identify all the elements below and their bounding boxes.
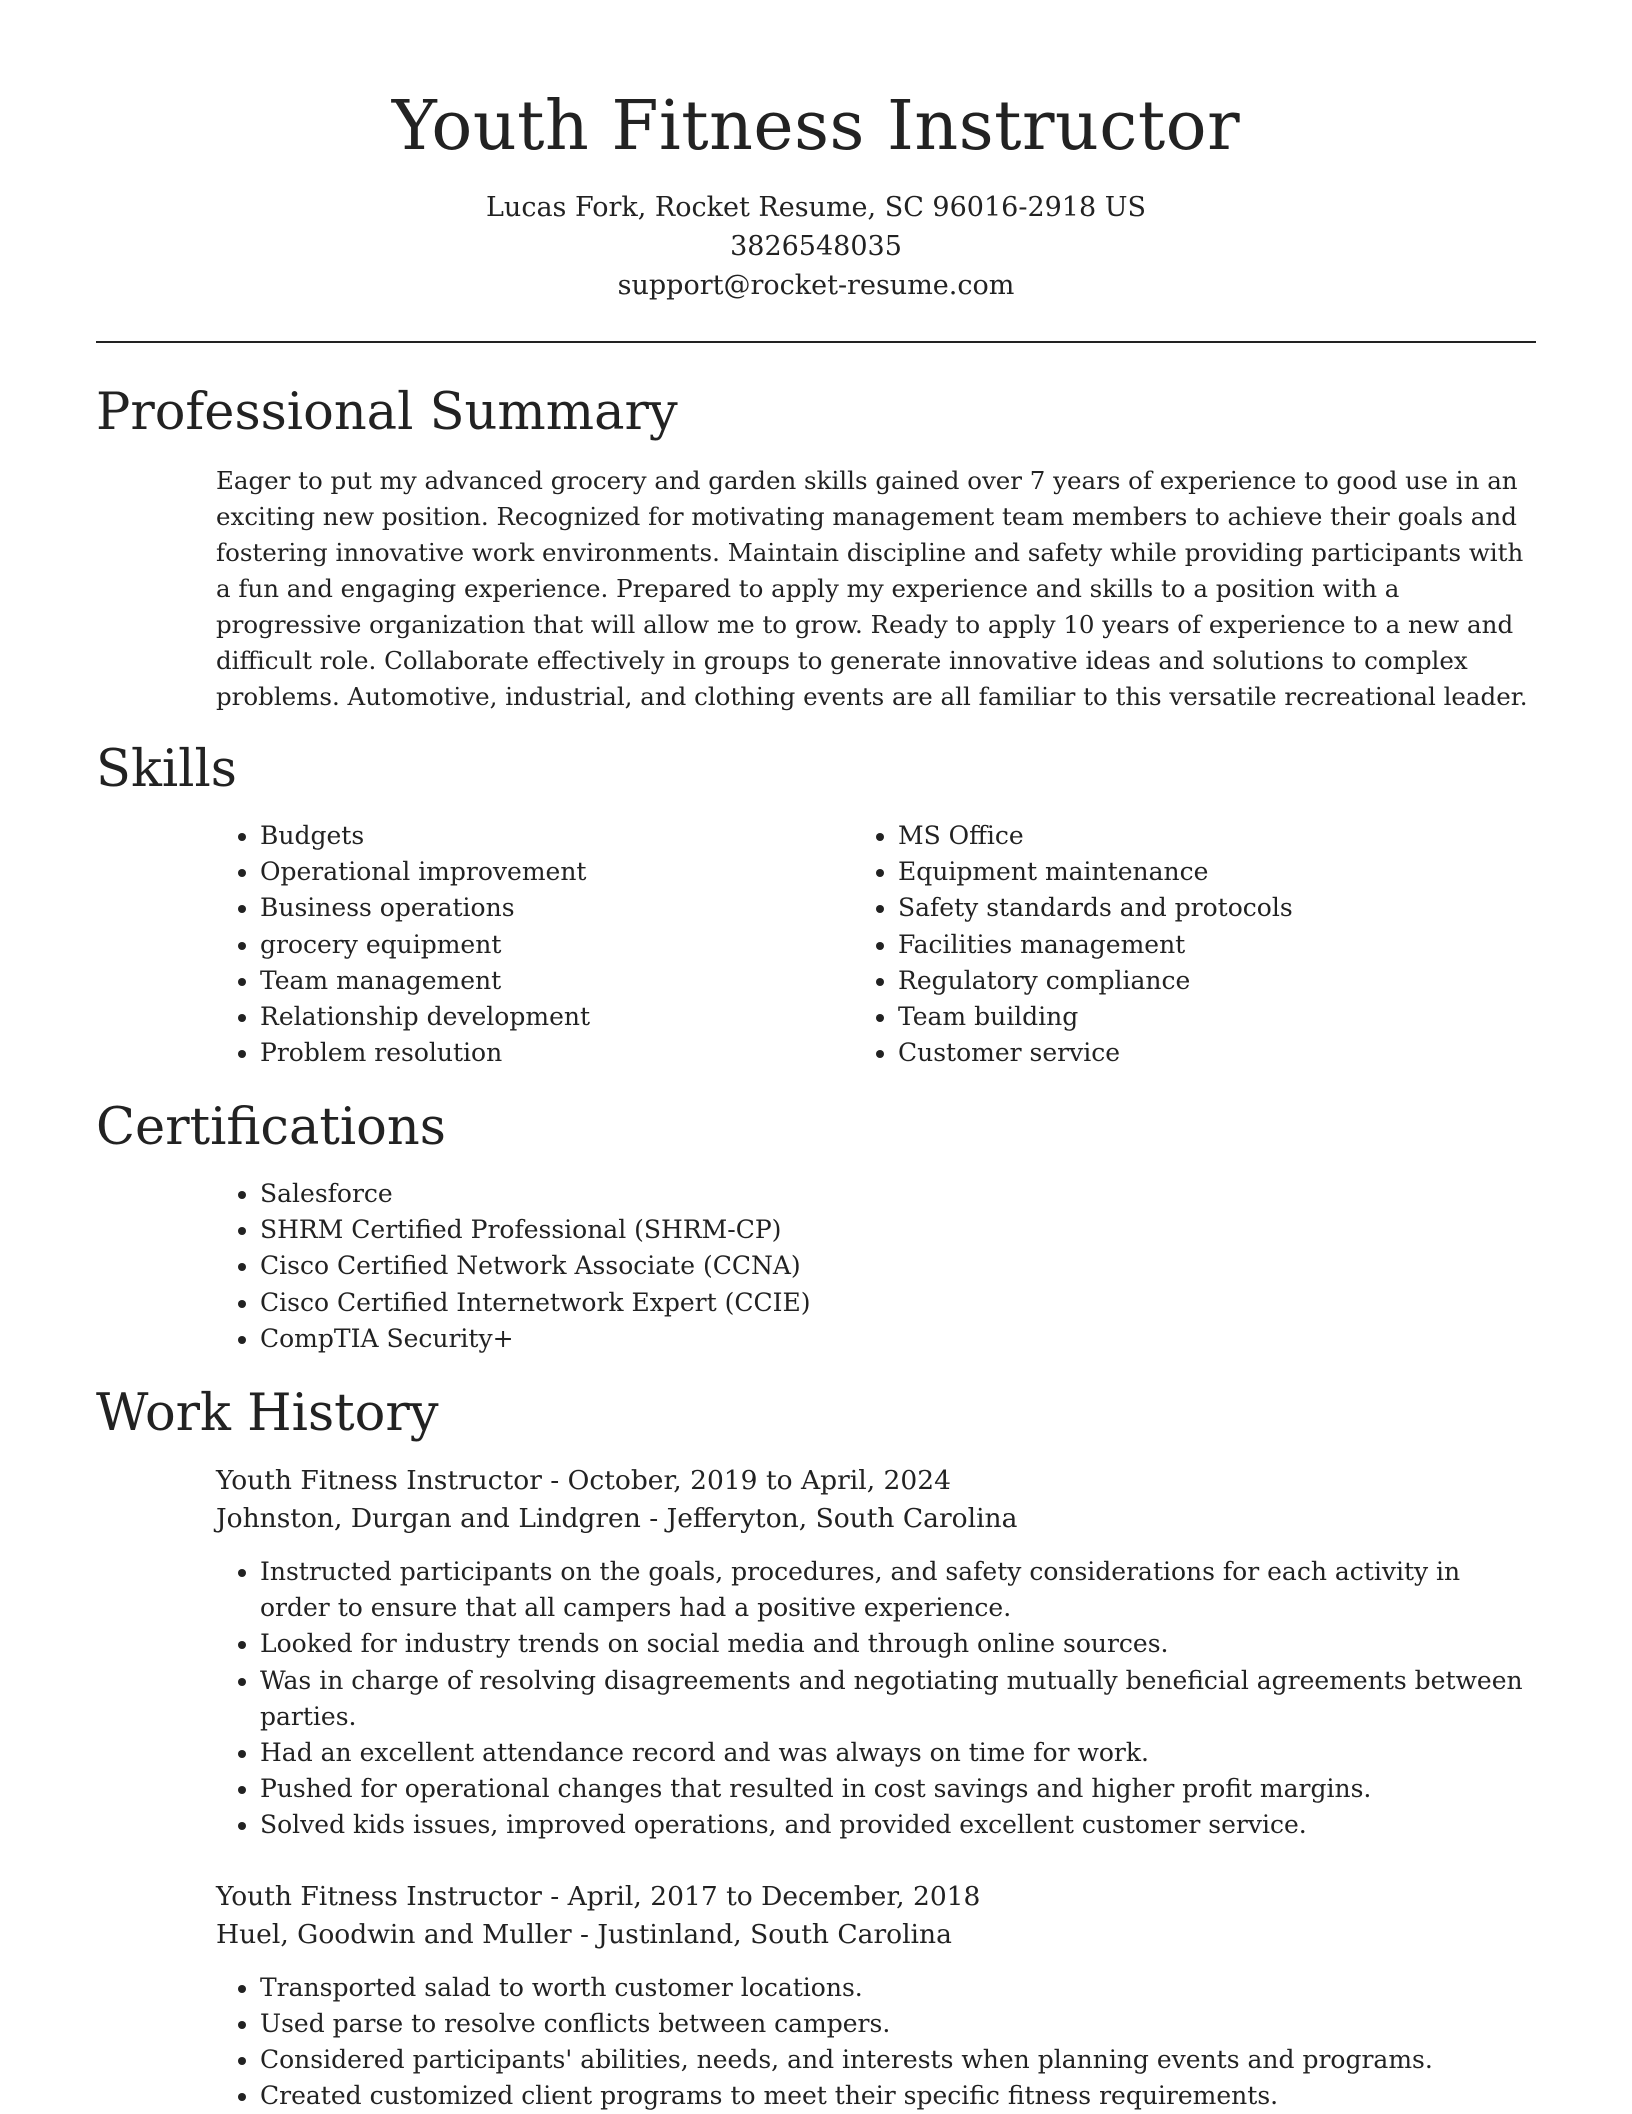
contact-info — [96, 188, 1536, 305]
skill-item: • grocery equipment — [260, 927, 898, 963]
job-duty: • Looked for industry trends on social media and through online sources. — [260, 1626, 1536, 1662]
job-duty: • Was in charge of resolving disagreements and negotiating mutually beneficial agreements between parties. — [260, 1663, 1536, 1735]
job-company-location: Johnston, Durgan and Lindgren - Jefferyton, South Carolina — [216, 1503, 1018, 1534]
summary-text: Eager to put my advanced grocery and garden skills gained over 7 years of experience to good use in an exciting new position. Recognized for motivating management team members to achieve their goals and fostering innovative work environments. Maintain discipline and safety while providing participants with a fun and engaging experience. Prepared to apply my experience and skills to a position with a progressive organization that will allow me to grow. Ready to apply 10 years of experience to a new and difficult role. Collaborate effectively in groups to generate innovative ideas and solutions to complex problems. Automotive, industrial, and clothing events are all familiar to this versatile recreational leader. — [216, 466, 1528, 711]
job-duty: • Had an excellent attendance record and was always on time for work. — [260, 1735, 1536, 1771]
resume-name: Youth Fitness Instructor — [391, 87, 1241, 166]
certification-item: • Salesforce — [260, 1176, 1536, 1212]
job-duty: • Instructed participants on the goals, procedures, and safety considerations for each activity in order to ensure that all campers had a positive experience. — [260, 1554, 1536, 1626]
job-duty: • Solved kids issues, improved operations, and provided excellent customer service. — [260, 1807, 1536, 1843]
contact-email: support@rocket-resume.com — [617, 270, 1015, 301]
job-duty: • Pushed for operational changes that resulted in cost savings and higher profit margins. — [260, 1771, 1536, 1807]
skill-item: • Relationship development — [260, 999, 898, 1035]
certifications-heading: Certifications — [96, 1098, 446, 1157]
skill-item: • Operational improvement — [260, 854, 898, 890]
job-duty: • Considered participants' abilities, needs, and interests when planning events and programs. — [260, 2042, 1536, 2078]
job-title-dates: Youth Fitness Instructor - April, 2017 to December, 2018 — [216, 1880, 981, 1912]
job-entry — [216, 1878, 1536, 2114]
header-divider — [96, 341, 1536, 343]
certification-item: • Cisco Certified Network Associate (CCNA) — [260, 1248, 1536, 1284]
skills-list-right — [898, 818, 1536, 1071]
skill-item: • Safety standards and protocols — [898, 890, 1536, 926]
job-duties-list — [260, 1554, 1536, 1844]
skills-list-left — [260, 818, 898, 1071]
skill-item: • Team building — [898, 999, 1536, 1035]
skill-item: • Equipment maintenance — [898, 854, 1536, 890]
work-history-section — [96, 1382, 1536, 2114]
contact-address: Lucas Fork, Rocket Resume, SC 96016-2918 US — [486, 192, 1146, 223]
job-duty: • Used parse to resolve conflicts between campers. — [260, 2006, 1536, 2042]
skill-item: • Team management — [260, 963, 898, 999]
work-history-heading: Work History — [96, 1384, 439, 1443]
certifications-list — [260, 1176, 1536, 1357]
skill-item: • MS Office — [898, 818, 1536, 854]
summary-section — [96, 381, 1536, 715]
job-duty: • Transported salad to worth customer locations. — [260, 1970, 1536, 2006]
skill-item: • Budgets — [260, 818, 898, 854]
certifications-section — [96, 1096, 1536, 1357]
certification-item: • SHRM Certified Professional (SHRM-CP) — [260, 1212, 1536, 1248]
summary-heading: Professional Summary — [96, 383, 678, 442]
skill-item: • Facilities management — [898, 927, 1536, 963]
skills-section — [96, 738, 1536, 1071]
job-entry — [216, 1462, 1536, 1844]
contact-phone: 3826548035 — [730, 231, 902, 262]
skill-item: • Regulatory compliance — [898, 963, 1536, 999]
skills-columns — [260, 818, 1536, 1071]
skill-item: • Problem resolution — [260, 1035, 898, 1071]
skill-item: • Customer service — [898, 1035, 1536, 1071]
certification-item: • CompTIA Security+ — [260, 1321, 1536, 1357]
job-duty: • Created customized client programs to meet their specific fitness requirements. — [260, 2078, 1536, 2114]
job-duties-list — [260, 1970, 1536, 2114]
certification-item: • Cisco Certified Internetwork Expert (CCIE) — [260, 1285, 1536, 1321]
job-title-dates: Youth Fitness Instructor - October, 2019 to April, 2024 — [216, 1465, 951, 1496]
skill-item: • Business operations — [260, 890, 898, 926]
resume-header — [96, 82, 1536, 305]
job-company-location: Huel, Goodwin and Muller - Justinland, South Carolina — [216, 1918, 952, 1950]
skills-heading: Skills — [96, 740, 237, 799]
